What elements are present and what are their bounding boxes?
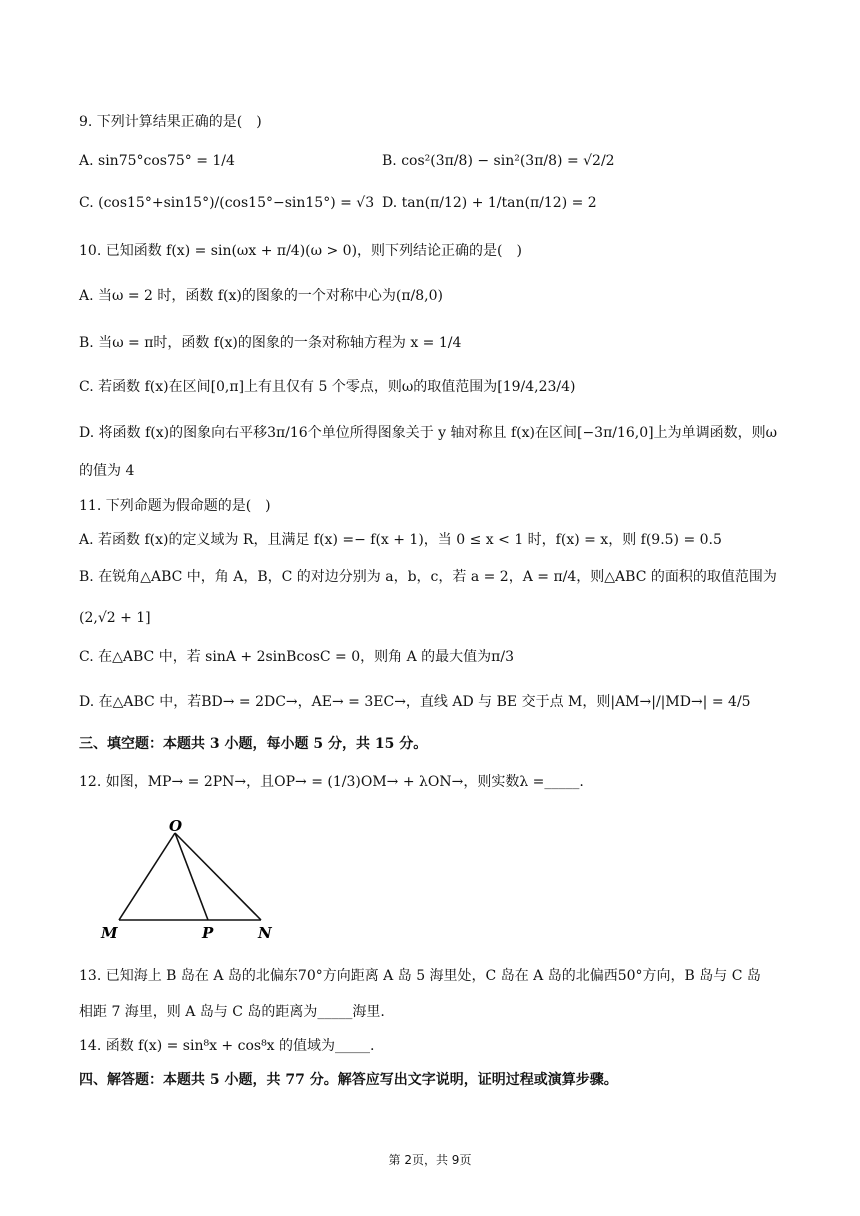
label-p: P	[202, 924, 214, 942]
triangle-figure	[95, 815, 285, 945]
q9-option-d: D. tan(π/12) + 1/tan(π/12) = 2	[382, 195, 597, 211]
q10-option-c: C. 若函数 f(x)在区间[0,π]上有且仅有 5 个零点，则ω的取值范围为[19/4,23/4)	[79, 379, 576, 395]
q9-stem: 9. 下列计算结果正确的是( )	[79, 114, 262, 130]
q14-text: 14. 函数 f(x) = sin⁸x + cos⁸x 的值域为_____.	[79, 1038, 375, 1054]
q11-option-b: B. 在锐角△ABC 中，角 A，B，C 的对边分别为 a，b，c，若 a = 2，A = π/4，则△ABC 的面积的取值范围为	[79, 569, 777, 585]
q11-option-d: D. 在△ABC 中，若BD→ = 2DC→，AE→ = 3EC→，直线 AD 与 BE 交于点 M，则|AM→|/|MD→| = 4/5	[79, 694, 751, 710]
q11-stem: 11. 下列命题为假命题的是( )	[79, 498, 271, 514]
q10-option-d-cont: 的值为 4	[79, 463, 135, 479]
q9-option-b: B. cos²(3π/8) − sin²(3π/8) = √2/2	[382, 153, 615, 169]
q13-text: 13. 已知海上 B 岛在 A 岛的北偏东70°方向距离 A 岛 5 海里处，C 岛在 A 岛的北偏西50°方向，B 岛与 C 岛	[79, 968, 761, 984]
label-o: O	[169, 817, 183, 835]
edge-on	[175, 833, 261, 920]
q12-text: 12. 如图，MP→ = 2PN→，且OP→ = (1/3)OM→ + λON→，则实数λ =_____.	[79, 774, 584, 790]
edge-om	[119, 833, 175, 920]
section-3-heading: 三、填空题：本题共 3 小题，每小题 5 分，共 15 分。	[79, 736, 428, 752]
q11-option-a: A. 若函数 f(x)的定义域为 R，且满足 f(x) =− f(x + 1)，当 0 ≤ x < 1 时，f(x) = x，则 f(9.5) = 0.5	[79, 532, 722, 548]
q11-option-b-cont: (2,√2 + 1]	[79, 610, 151, 626]
q9-option-a: A. sin75°cos75° = 1/4	[79, 153, 235, 169]
q10-stem: 10. 已知函数 f(x) = sin(ωx + π/4)(ω > 0)，则下列结论正确的是( )	[79, 243, 522, 259]
page-footer: 第 2页，共 9页	[388, 1153, 472, 1167]
q9-option-c: C. (cos15°+sin15°)/(cos15°−sin15°) = √3	[79, 195, 375, 211]
edge-op	[175, 833, 208, 920]
label-m: M	[101, 924, 118, 942]
label-n: N	[258, 924, 272, 942]
q11-option-c: C. 在△ABC 中，若 sinA + 2sinBcosC = 0，则角 A 的最大值为π/3	[79, 649, 514, 665]
q10-option-b: B. 当ω = π时，函数 f(x)的图象的一条对称轴方程为 x = 1/4	[79, 335, 462, 351]
section-4-heading: 四、解答题：本题共 5 小题，共 77 分。解答应写出文字说明，证明过程或演算步骤。	[79, 1072, 618, 1088]
q13-text-cont: 相距 7 海里，则 A 岛与 C 岛的距离为_____海里.	[79, 1004, 385, 1020]
q10-option-d: D. 将函数 f(x)的图象向右平移3π/16个单位所得图象关于 y 轴对称且 f(x)在区间[−3π/16,0]上为单调函数，则ω	[79, 425, 778, 441]
q10-option-a: A. 当ω = 2 时，函数 f(x)的图象的一个对称中心为(π/8,0)	[79, 288, 443, 304]
